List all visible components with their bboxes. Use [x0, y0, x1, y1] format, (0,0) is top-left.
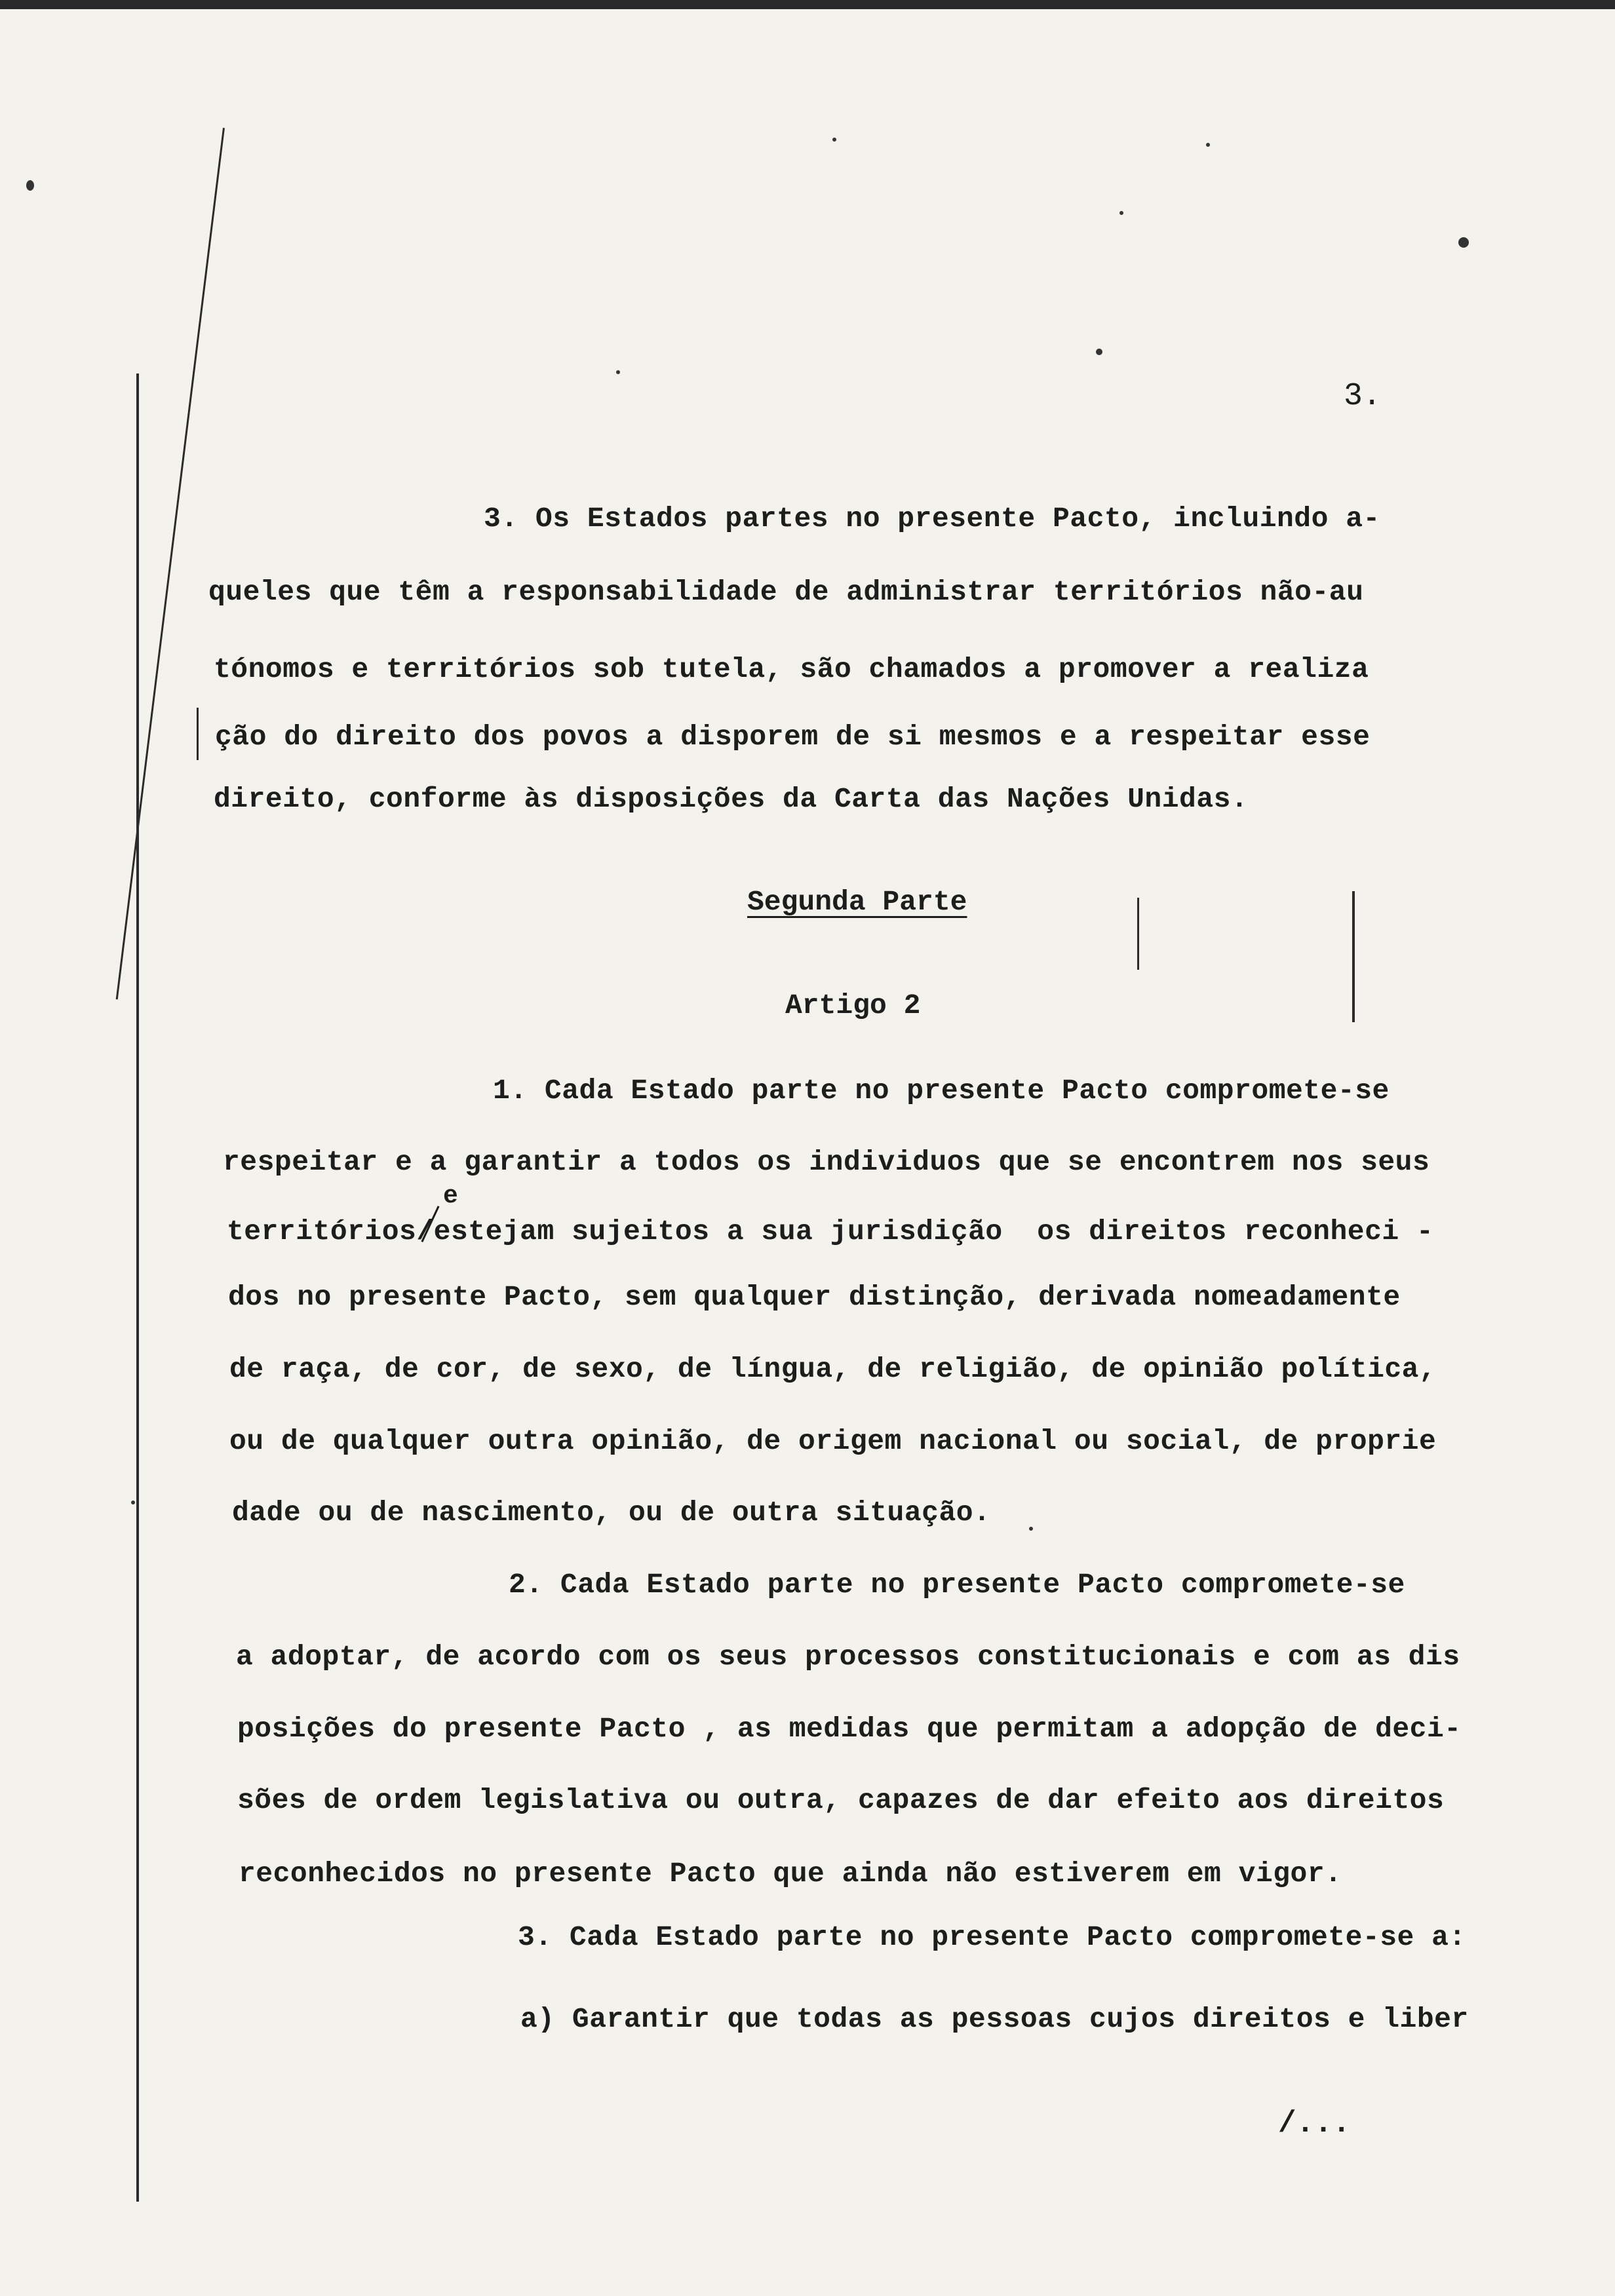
- text-line: posições do presente Pacto , as medidas que permitam a adopção de deci-: [237, 1713, 1462, 1745]
- scan-speck: [1119, 211, 1123, 215]
- text-line: territórios/estejam sujeitos a sua jurisdição os direitos reconheci -: [227, 1215, 1434, 1248]
- text-line: tónomos e territórios sob tutela, são chamados a promover a realiza: [214, 653, 1369, 685]
- margin-mark-right-2: [1137, 898, 1139, 970]
- page-number: 3.: [1344, 379, 1382, 414]
- text-line: dos no presente Pacto, sem qualquer distinção, derivada nomeadamente: [228, 1281, 1401, 1313]
- scan-speck: [26, 180, 34, 191]
- text-line: 1. Cada Estado parte no presente Pacto compromete-se: [493, 1075, 1390, 1107]
- text-line: respeitar e a garantir a todos os individuos que se encontrem nos seus: [223, 1146, 1430, 1178]
- text-line: queles que têm a responsabilidade de administrar territórios não-au: [208, 576, 1364, 608]
- text-line: ção do direito dos povos a disporem de si mesmos e a respeitar esse: [215, 721, 1371, 753]
- scan-speck: [1029, 1527, 1033, 1531]
- scan-speck: [616, 370, 620, 374]
- text-line: direito, conforme às disposições da Carta das Nações Unidas.: [214, 783, 1249, 815]
- handwritten-insertion: e: [443, 1182, 458, 1210]
- diagonal-margin-stroke: [116, 128, 225, 999]
- text-line: de raça, de cor, de sexo, de língua, de religião, de opinião política,: [229, 1353, 1437, 1385]
- text-line: reconhecidos no presente Pacto que ainda não estiverem em vigor.: [239, 1858, 1342, 1890]
- text-line: 2. Cada Estado parte no presente Pacto compromete-se: [509, 1569, 1405, 1601]
- text-line: 3. Os Estados partes no presente Pacto, incluindo a-: [484, 503, 1380, 535]
- left-margin-line: [136, 373, 139, 2202]
- text-line: a adoptar, de acordo com os seus processos constitucionais e com as dis: [236, 1641, 1460, 1673]
- page-top-edge: [0, 0, 1615, 9]
- article-heading: Artigo 2: [785, 989, 921, 1022]
- continuation-mark: /...: [1278, 2107, 1351, 2141]
- margin-mark-left: [197, 708, 199, 760]
- text-line: a) Garantir que todas as pessoas cujos direitos e liber: [520, 2003, 1469, 2035]
- scan-speck: [832, 138, 836, 142]
- text-line: 3. Cada Estado parte no presente Pacto compromete-se a:: [518, 1921, 1466, 1953]
- scan-speck: [131, 1501, 135, 1504]
- scan-speck: [1206, 143, 1210, 147]
- text-line: dade ou de nascimento, ou de outra situação.: [232, 1497, 991, 1529]
- part-heading: Segunda Parte: [747, 886, 967, 918]
- text-line: sões de ordem legislativa ou outra, capazes de dar efeito aos direitos: [237, 1784, 1445, 1816]
- text-line: ou de qualquer outra opinião, de origem nacional ou social, de proprie: [229, 1425, 1437, 1457]
- scan-speck: [1096, 349, 1102, 355]
- scan-speck: [1458, 237, 1469, 248]
- margin-mark-right: [1352, 891, 1355, 1022]
